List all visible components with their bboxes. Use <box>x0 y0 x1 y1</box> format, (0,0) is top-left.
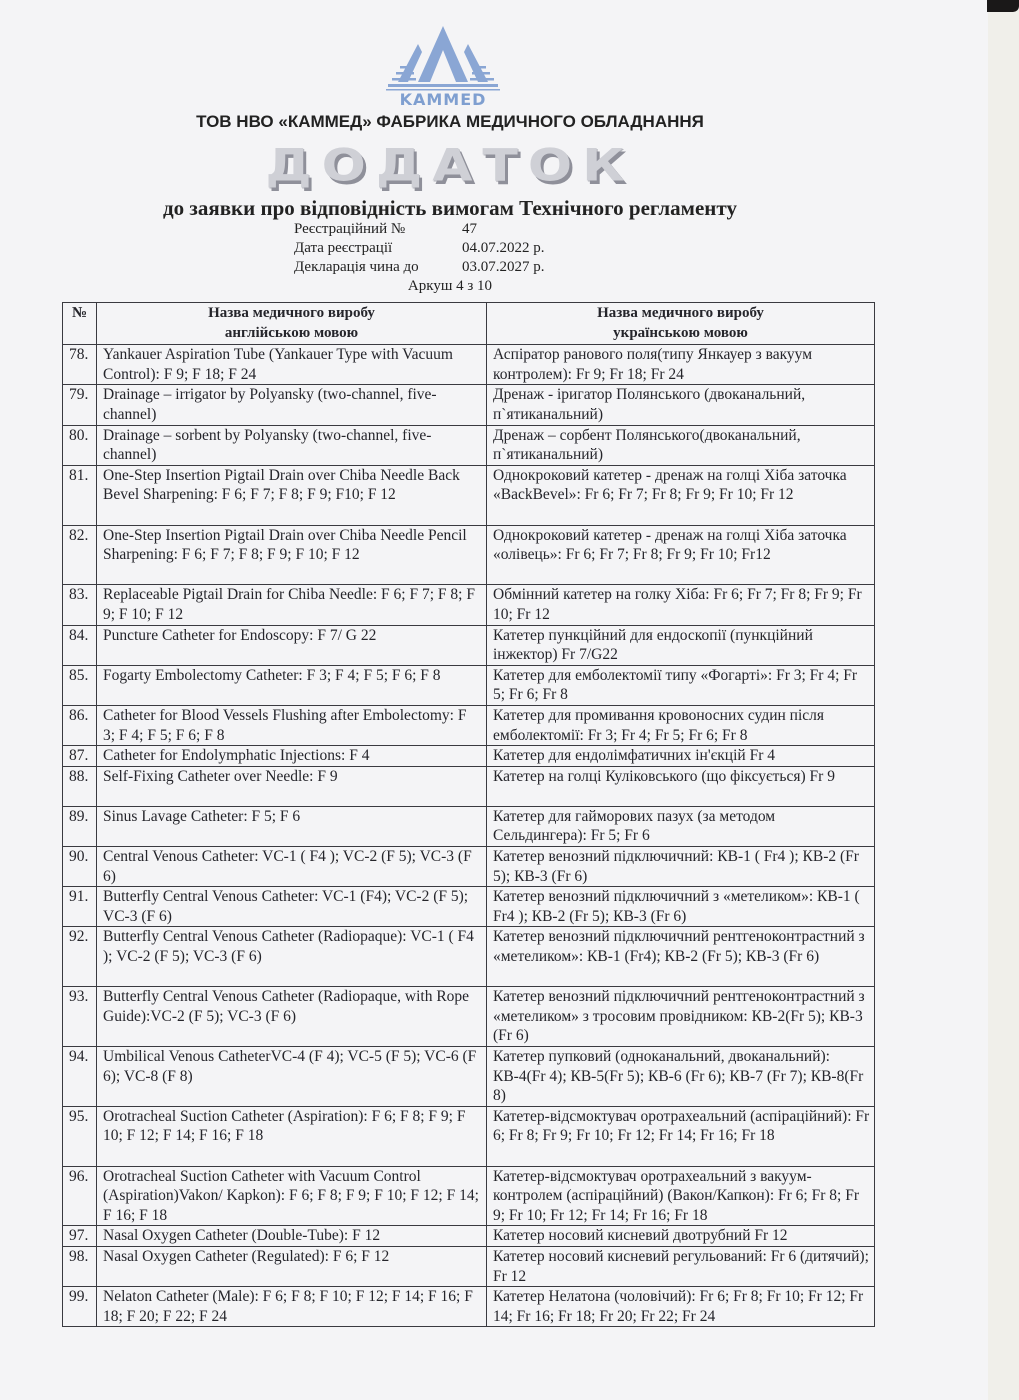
date-row <box>294 239 545 258</box>
header-ukrainian-name <box>487 303 875 345</box>
ukrainian-name-cell: Катетер носовий кисневий двотрубний Fr 12 <box>487 1226 875 1247</box>
english-name-cell: Catheter for Endolymphatic Injections: F 4 <box>97 746 487 767</box>
table-row <box>63 425 875 465</box>
english-name-cell: Butterfly Central Venous Catheter (Radiopaque, with Rope Guide):VC-2 (F 5); VC-3 (F 6) <box>97 987 487 1047</box>
english-name-cell: One-Step Insertion Pigtail Drain over Chiba Needle Pencil Sharpening: F 6; F 7; F 8; F 9; F 10; F 12 <box>97 525 487 585</box>
valid-value: 03.07.2027 р. <box>462 259 545 275</box>
table-row <box>63 1106 875 1166</box>
table-row <box>63 665 875 705</box>
row-number: 81. <box>63 465 97 525</box>
row-number: 78. <box>63 345 97 385</box>
table-row <box>63 585 875 625</box>
scan-paper-edge <box>988 0 1019 1400</box>
table-row <box>63 385 875 425</box>
table-row <box>63 525 875 585</box>
row-number: 92. <box>63 927 97 987</box>
ukrainian-name-cell: Катетер для емболектомії типу «Фогарті»: Fr 3; Fr 4; Fr 5; Fr 6; Fr 8 <box>487 665 875 705</box>
english-name-cell: Orotracheal Suction Catheter (Aspiration): F 6; F 8; F 9; F 10; F 12; F 14; F 16; F 18 <box>97 1106 487 1166</box>
english-name-cell: Self-Fixing Catheter over Needle: F 9 <box>97 766 487 806</box>
table-row <box>63 847 875 887</box>
row-number: 99. <box>63 1287 97 1327</box>
row-number: 86. <box>63 705 97 745</box>
english-name-cell: Fogarty Embolectomy Catheter: F 3; F 4; F 5; F 6; F 8 <box>97 665 487 705</box>
english-name-cell: Butterfly Central Venous Catheter: VC-1 (F4); VC-2 (F 5); VC-3 (F 6) <box>97 887 487 927</box>
registration-label: Реєстраційний № <box>294 221 406 237</box>
row-number: 79. <box>63 385 97 425</box>
english-name-cell: Sinus Lavage Catheter: F 5; F 6 <box>97 806 487 846</box>
english-name-cell: Yankauer Aspiration Tube (Yankauer Type with Vacuum Control): F 9; F 18; F 24 <box>97 345 487 385</box>
header-number: № <box>63 303 97 345</box>
table-row <box>63 766 875 806</box>
ukrainian-name-cell: Дренаж - іригатор Полянського (двоканальний, п`ятиканальний) <box>487 385 875 425</box>
ukrainian-name-cell: Однокроковий катетер - дренаж на голці Хіба заточка «BackBevel»: Fr 6; Fr 7; Fr 8; Fr 9; Fr 10; Fr 12 <box>487 465 875 525</box>
header-ukrainian-line2: українською мовою <box>613 324 748 341</box>
header-english-line2: англійською мовою <box>224 324 359 341</box>
table-row <box>63 1166 875 1226</box>
registration-row <box>294 220 545 239</box>
registration-value: 47 <box>462 221 477 237</box>
valid-label: Декларація чина до <box>294 259 419 275</box>
header-ukrainian-line1: Назва медичного виробу <box>597 305 764 321</box>
registration-details <box>294 220 545 277</box>
row-number: 98. <box>63 1247 97 1287</box>
date-label: Дата реєстрації <box>294 240 393 256</box>
table-row <box>63 1247 875 1287</box>
english-name-cell: Nelaton Catheter (Male): F 6; F 8; F 10; F 12; F 14; F 16; F 18; F 20; F 22; F 24 <box>97 1287 487 1327</box>
row-number: 90. <box>63 847 97 887</box>
table-row <box>63 345 875 385</box>
ukrainian-name-cell: Катетер Нелатона (чоловічий): Fr 6; Fr 8; Fr 10; Fr 12; Fr 14; Fr 16; Fr 18; Fr 20; Fr 22; Fr 24 <box>487 1287 875 1327</box>
row-number: 82. <box>63 525 97 585</box>
ukrainian-name-cell: Катетер носовий кисневий регульований: Fr 6 (дитячий); Fr 12 <box>487 1247 875 1287</box>
row-number: 91. <box>63 887 97 927</box>
row-number: 87. <box>63 746 97 767</box>
scan-dark-corner <box>987 0 1019 12</box>
row-number: 94. <box>63 1047 97 1107</box>
english-name-cell: Nasal Oxygen Catheter (Regulated): F 6; F 12 <box>97 1247 487 1287</box>
ukrainian-name-cell: Катетер для ендолімфатичних ін'єкцій Fr 4 <box>487 746 875 767</box>
products-table <box>62 302 875 1327</box>
kammed-logo <box>378 24 508 108</box>
table-row <box>63 625 875 665</box>
header-english-name <box>97 303 487 345</box>
table-row <box>63 927 875 987</box>
ukrainian-name-cell: Катетер венозний підключичний: КВ-1 ( Fr4 ); КВ-2 (Fr 5); КВ-3 (Fr 6) <box>487 847 875 887</box>
row-number: 85. <box>63 665 97 705</box>
table-row <box>63 1287 875 1327</box>
row-number: 97. <box>63 1226 97 1247</box>
english-name-cell: Central Venous Catheter: VC-1 ( F4 ); VC-2 (F 5); VC-3 (F 6) <box>97 847 487 887</box>
table-row <box>63 746 875 767</box>
table-row <box>63 887 875 927</box>
table-row <box>63 705 875 745</box>
date-value: 04.07.2022 р. <box>462 240 545 256</box>
english-name-cell: Orotracheal Suction Catheter with Vacuum Control (Aspiration)Vakon/ Kapkon): F 6; F 8; F 9; F 10; F 12; F 14; F 16; F 18 <box>97 1166 487 1226</box>
ukrainian-name-cell: Катетер венозний підключичний рентгеноконтрастний з «метеликом» з тросовим провідником: КВ-2(Fr 5); КВ-3 (Fr 6) <box>487 987 875 1047</box>
english-name-cell: Umbilical Venous CatheterVC-4 (F 4); VC-5 (F 5); VC-6 (F 6); VC-8 (F 8) <box>97 1047 487 1107</box>
ukrainian-name-cell: Дренаж – сорбент Полянського(двоканальний, п`ятиканальний) <box>487 425 875 465</box>
english-name-cell: Drainage – sorbent by Polyansky (two-channel, five-channel) <box>97 425 487 465</box>
row-number: 80. <box>63 425 97 465</box>
ukrainian-name-cell: Однокроковий катетер - дренаж на голці Хіба заточка «олівець»: Fr 6; Fr 7; Fr 8; Fr 9; Fr 10; Fr12 <box>487 525 875 585</box>
table-row <box>63 465 875 525</box>
english-name-cell: Nasal Oxygen Catheter (Double-Tube): F 12 <box>97 1226 487 1247</box>
table-row <box>63 1047 875 1107</box>
table-row <box>63 987 875 1047</box>
row-number: 89. <box>63 806 97 846</box>
ukrainian-name-cell: Катетер для промивання кровоносних судин після емболектомії: Fr 3; Fr 4; Fr 5; Fr 6; Fr 8 <box>487 705 875 745</box>
row-number: 88. <box>63 766 97 806</box>
ukrainian-name-cell: Катетер венозний підключичний з «метеликом»: КВ-1 ( Fr4 ); КВ-2 (Fr 5); КВ-3 (Fr 6) <box>487 887 875 927</box>
ukrainian-name-cell: Обмінний катетер на голку Хіба: Fr 6; Fr 7; Fr 8; Fr 9; Fr 10; Fr 12 <box>487 585 875 625</box>
row-number: 84. <box>63 625 97 665</box>
row-number: 93. <box>63 987 97 1047</box>
row-number: 83. <box>63 585 97 625</box>
document-subtitle: до заявки про відповідність вимогам Технічного регламенту <box>163 196 737 220</box>
english-name-cell: Butterfly Central Venous Catheter (Radiopaque): VC-1 ( F4 ); VC-2 (F 5); VC-3 (F 6) <box>97 927 487 987</box>
ukrainian-name-cell: Катетер для гайморових пазух (за методом Сельдингера): Fr 5; Fr 6 <box>487 806 875 846</box>
ukrainian-name-cell: Аспіратор ранового поля(типу Янкауер з вакуум контролем): Fr 9; Fr 18; Fr 24 <box>487 345 875 385</box>
ukrainian-name-cell: Катетер венозний підключичний рентгеноконтрастний з «метеликом»: КВ-1 (Fr4); КВ-2 (Fr 5); КВ-3 (Fr 6) <box>487 927 875 987</box>
english-name-cell: Replaceable Pigtail Drain for Chiba Needle: F 6; F 7; F 8; F 9; F 10; F 12 <box>97 585 487 625</box>
ukrainian-name-cell: Катетер-відсмоктувач оротрахеальний (аспіраційний): Fr 6; Fr 8; Fr 9; Fr 10; Fr 12; Fr 14; Fr 16; Fr 18 <box>487 1106 875 1166</box>
table-row <box>63 1226 875 1247</box>
table-row <box>63 806 875 846</box>
sheet-number: Аркуш 4 з 10 <box>407 278 493 294</box>
company-name: ТОВ НВО «КАММЕД» ФАБРИКА МЕДИЧНОГО ОБЛАДНАННЯ <box>196 112 704 131</box>
row-number: 95. <box>63 1106 97 1166</box>
logo-wordmark: KAMMED <box>399 90 487 108</box>
ukrainian-name-cell: Катетер на голці Куліковського (що фіксується) Fr 9 <box>487 766 875 806</box>
english-name-cell: Puncture Catheter for Endoscopy: F 7/ G 22 <box>97 625 487 665</box>
table-body <box>63 345 875 1327</box>
ukrainian-name-cell: Катетер пункційний для ендоскопії (пункційний інжектор) Fr 7/G22 <box>487 625 875 665</box>
row-number: 96. <box>63 1166 97 1226</box>
table-header-row <box>63 303 875 345</box>
valid-row <box>294 258 545 277</box>
english-name-cell: Catheter for Blood Vessels Flushing after Embolectomy: F 3; F 4; F 5; F 6; F 8 <box>97 705 487 745</box>
ukrainian-name-cell: Катетер-відсмоктувач оротрахеальний з вакуум-контролем (аспіраційний) (Вакон/Капкон): Fr 6; Fr 8; Fr 9; Fr 10; Fr 12; Fr 14; Fr 16; Fr 18 <box>487 1166 875 1226</box>
english-name-cell: One-Step Insertion Pigtail Drain over Chiba Needle Back Bevel Sharpening: F 6; F 7; F 8; F 9; F10; F 12 <box>97 465 487 525</box>
english-name-cell: Drainage – irrigator by Polyansky (two-channel, five-channel) <box>97 385 487 425</box>
ukrainian-name-cell: Катетер пупковий (одноканальний, двоканальний): КВ-4(Fr 4); КВ-5(Fr 5); КВ-6 (Fr 6); КВ-7 (Fr 7); КВ-8(Fr 8) <box>487 1047 875 1107</box>
header-english-line1: Назва медичного виробу <box>208 305 375 321</box>
document-title: ДОДАТОК <box>265 140 635 192</box>
